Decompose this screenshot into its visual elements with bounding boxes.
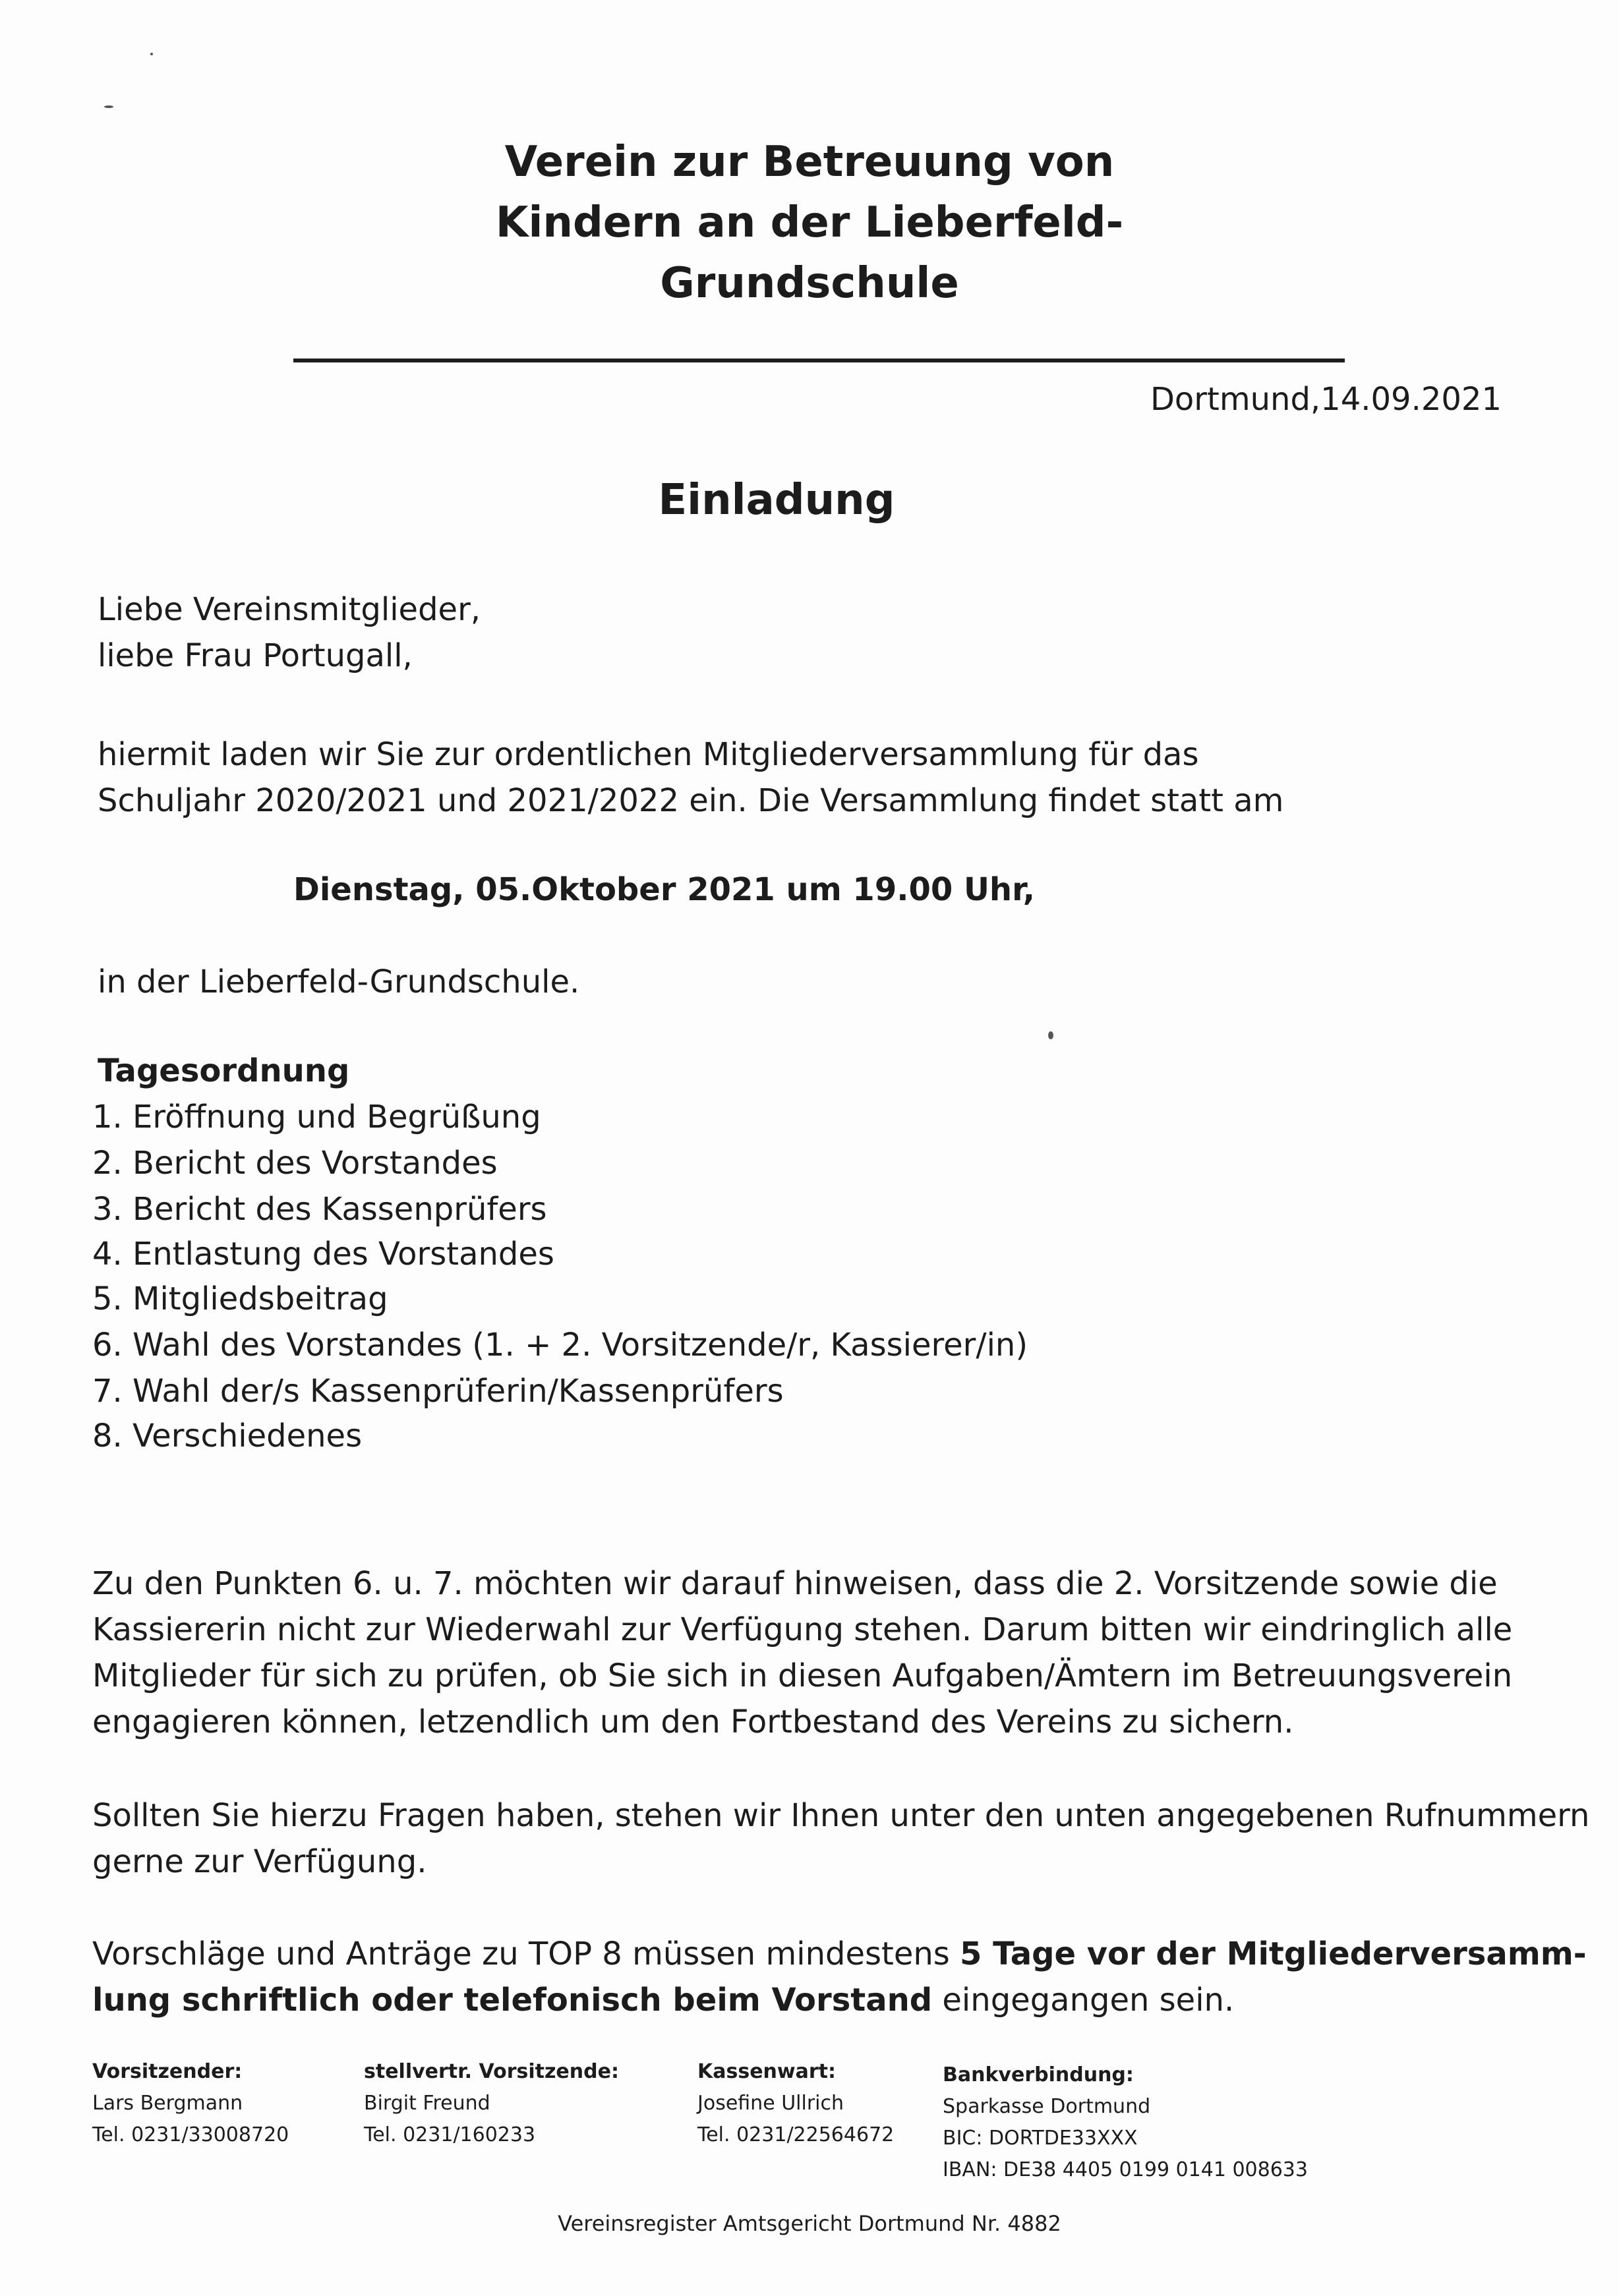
meeting-location: in der Lieberfeld-Grundschule.	[98, 963, 580, 1000]
paragraph3-line2-normal: eingegangen sein.	[932, 1982, 1235, 2019]
footer-vice-chair	[364, 2056, 619, 2151]
footer-chair-label: Vorsitzender:	[92, 2060, 243, 2083]
paragraph3-line-1	[92, 1931, 1587, 1977]
letter-heading: Einladung	[658, 476, 895, 525]
footer-treasurer-tel: Tel. 0231/22564672	[697, 2123, 895, 2146]
intro-line-2: Schuljahr 2020/2021 und 2021/2022 ein. Die Versammlung findet statt am	[98, 782, 1284, 819]
paragraph3-line1-normal: Vorschläge und Anträge zu TOP 8 müssen mindestens	[92, 1936, 960, 1972]
org-title-line-2: Kindern an der Lieberfeld-	[495, 198, 1124, 247]
paragraph3-line-2	[92, 1977, 1234, 2023]
footer-vice-chair-name: Birgit Freund	[364, 2092, 490, 2115]
scan-speck	[1048, 1031, 1053, 1039]
footer-vice-chair-tel: Tel. 0231/160233	[364, 2123, 536, 2146]
agenda-item: 3. Bericht des Kassenprüfers	[92, 1191, 547, 1228]
paragraph1-line-2: Kassiererin nicht zur Wiederwahl zur Verfügung stehen. Darum bitten wir eindringlich alle	[92, 1611, 1513, 1648]
agenda-item: 5. Mitgliedsbeitrag	[92, 1280, 388, 1317]
agenda-item: 8. Verschiedenes	[92, 1418, 363, 1454]
salutation-line-1: Liebe Vereinsmitglieder,	[98, 591, 481, 628]
footer-bank-label: Bankverbindung:	[943, 2063, 1134, 2086]
agenda-item: 2. Bericht des Vorstandes	[92, 1145, 498, 1182]
paragraph3-line2-bold: lung schriftlich oder telefonisch beim Vorstand	[92, 1982, 933, 2019]
footer-bank-bic: BIC: DORTDE33XXX	[943, 2127, 1138, 2150]
paragraph3-line1-bold: 5 Tage vor der Mitgliederversamm-	[960, 1936, 1587, 1972]
salutation-line-2: liebe Frau Portugall,	[98, 637, 413, 674]
scan-speck	[150, 53, 153, 55]
org-title-line-3: Grundschule	[660, 259, 959, 308]
meeting-date: Dienstag, 05.Oktober 2021 um 19.00 Uhr,	[293, 871, 1035, 908]
footer-vice-chair-label: stellvertr. Vorsitzende:	[364, 2060, 619, 2083]
paragraph2-line-2: gerne zur Verfügung.	[92, 1843, 427, 1880]
footer-chair	[92, 2056, 289, 2151]
footer-chair-name: Lars Bergmann	[92, 2092, 243, 2115]
scan-speck	[104, 105, 113, 108]
paragraph1-line-4: engagieren können, letzendlich um den Fortbestand des Vereins zu sichern.	[92, 1704, 1294, 1740]
paragraph2-line-1: Sollten Sie hierzu Fragen haben, stehen wir Ihnen unter den unten angegebenen Rufnummern	[92, 1797, 1590, 1834]
footer-bank	[943, 2059, 1308, 2186]
footer-chair-tel: Tel. 0231/33008720	[92, 2123, 289, 2146]
association-register: Vereinsregister Amtsgericht Dortmund Nr. 4882	[558, 2211, 1061, 2236]
header-divider	[293, 359, 1345, 362]
footer-treasurer	[697, 2056, 894, 2151]
footer-bank-iban: IBAN: DE38 4405 0199 0141 008633	[943, 2158, 1308, 2181]
footer-bank-name: Sparkasse Dortmund	[943, 2095, 1151, 2118]
agenda-item: 4. Entlastung des Vorstandes	[92, 1236, 554, 1273]
letter-date: Dortmund,14.09.2021	[1150, 381, 1502, 418]
intro-line-1: hiermit laden wir Sie zur ordentlichen Mitgliederversammlung für das	[98, 736, 1199, 773]
footer-treasurer-label: Kassenwart:	[697, 2060, 836, 2083]
agenda-item: 7. Wahl der/s Kassenprüferin/Kassenprüfers	[92, 1373, 784, 1410]
agenda-title: Tagesordnung	[98, 1052, 350, 1089]
agenda-item: 6. Wahl des Vorstandes (1. + 2. Vorsitzende/r, Kassierer/in)	[92, 1327, 1028, 1363]
agenda-item: 1. Eröffnung und Begrüßung	[92, 1099, 541, 1135]
footer-treasurer-name: Josefine Ullrich	[697, 2092, 844, 2115]
paragraph1-line-1: Zu den Punkten 6. u. 7. möchten wir darauf hinweisen, dass die 2. Vorsitzende sowie die	[92, 1565, 1498, 1602]
paragraph1-line-3: Mitglieder für sich zu prüfen, ob Sie sich in diesen Aufgaben/Ämtern im Betreuungsverein	[92, 1657, 1513, 1694]
org-title-line-1: Verein zur Betreuung von	[504, 138, 1115, 187]
